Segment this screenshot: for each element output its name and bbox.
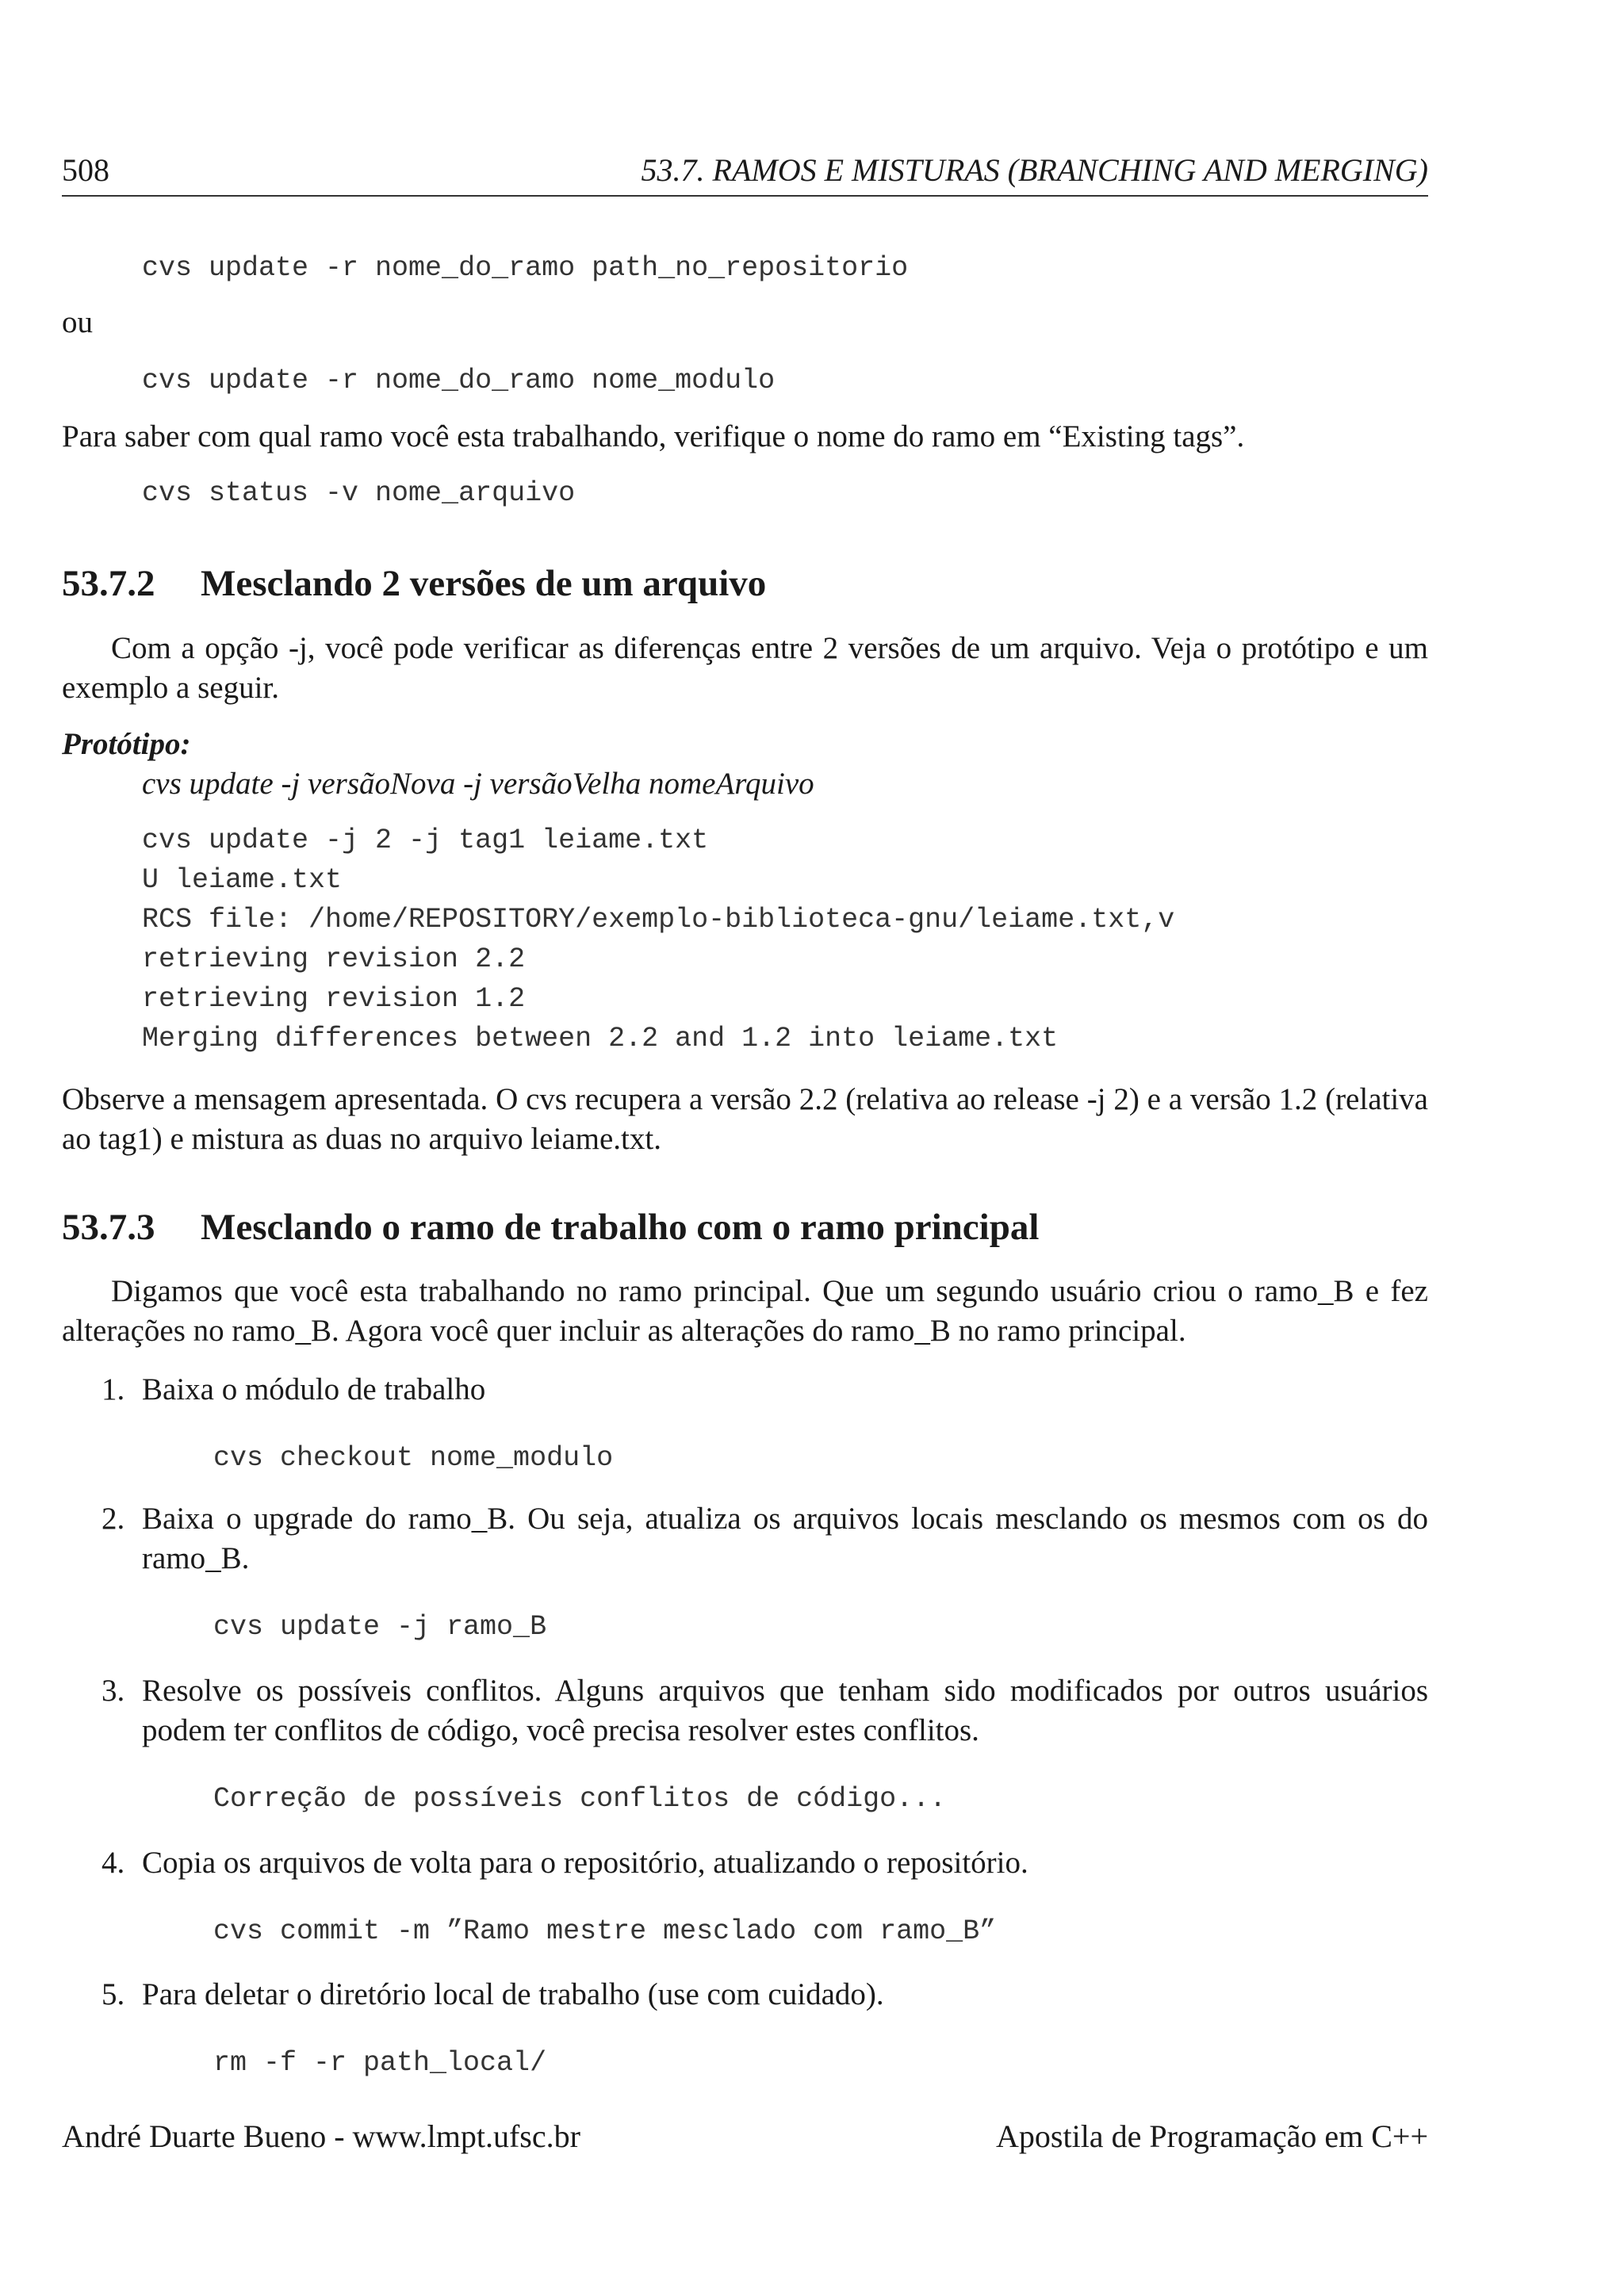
code-update-path: cvs update -r nome_do_ramo path_no_repositorio — [142, 252, 909, 284]
list-text: Copia os arquivos de volta para o repositório, atualizando o repositório. — [142, 1846, 1028, 1880]
list-number: 1. — [102, 1372, 125, 1406]
list-text: Baixa o upgrade do ramo_B. Ou seja, atualiza os arquivos locais mesclando os mesmos com os do ramo_B. — [142, 1502, 1428, 1575]
code-line: retrieving revision 2.2 — [142, 943, 526, 975]
text-which-branch: Para saber com qual ramo você esta trabalhando, verifique o nome do ramo em “Existing tags”. — [62, 419, 1245, 453]
code-line: Merging differences between 2.2 and 1.2 into leiame.txt — [142, 1023, 1059, 1054]
list-code: rm -f -r path_local/ — [213, 2047, 547, 2079]
code-block-merge — [142, 821, 1174, 1058]
text-ou: ou — [62, 305, 93, 339]
document-page — [62, 0, 1428, 2296]
code-status: cvs status -v nome_arquivo — [142, 477, 576, 509]
list-number: 5. — [102, 1977, 125, 2011]
paragraph-intro-733: Digamos que você esta trabalhando no ramo principal. Que um segundo usuário criou o ramo_B e fez alterações no ramo_B. Agora você quer incluir as alterações do ramo_B no ramo principal. — [62, 1274, 1428, 1348]
section-title: Mesclando o ramo de trabalho com o ramo principal — [201, 1207, 1040, 1248]
list-code: Correção de possíveis conflitos de código... — [213, 1783, 947, 1815]
code-update-module: cvs update -r nome_do_ramo nome_modulo — [142, 365, 776, 396]
page-number: 508 — [62, 152, 109, 188]
list-code: cvs commit -m ”Ramo mestre mesclado com ramo_B” — [213, 1915, 997, 1947]
section-number: 53.7.2 — [62, 563, 155, 604]
paragraph-intro-732: Com a opção -j, você pode verificar as diferenças entre 2 versões de um arquivo. Veja o protótipo e um exemplo a seguir. — [62, 631, 1428, 705]
list-code: cvs update -j ramo_B — [213, 1611, 547, 1643]
list-number: 3. — [102, 1674, 125, 1708]
code-line: U leiame.txt — [142, 864, 343, 896]
list-number: 2. — [102, 1502, 125, 1536]
list-code: cvs checkout nome_modulo — [213, 1442, 614, 1474]
paragraph-observation: Observe a mensagem apresentada. O cvs recupera a versão 2.2 (relativa ao release -j 2) e a versão 1.2 (relativa ao tag1) e mistura as duas no arquivo leiame.txt. — [62, 1082, 1428, 1156]
list-text: Para deletar o diretório local de trabalho (use com cuidado). — [142, 1977, 884, 2011]
section-heading-53-7-2 — [62, 560, 766, 607]
code-line: RCS file: /home/REPOSITORY/exemplo-biblioteca-gnu/leiame.txt,v — [142, 904, 1175, 936]
footer-author: André Duarte Bueno - www.lmpt.ufsc.br — [62, 2118, 580, 2154]
prototype-signature: cvs update -j versãoNova -j versãoVelha nomeArquivo — [142, 767, 814, 801]
list-text: Baixa o módulo de trabalho — [142, 1372, 486, 1406]
code-line: cvs update -j 2 -j tag1 leiame.txt — [142, 825, 709, 856]
list-number: 4. — [102, 1846, 125, 1880]
section-number: 53.7.3 — [62, 1207, 155, 1248]
section-heading-53-7-3 — [62, 1203, 1039, 1251]
code-line: retrieving revision 1.2 — [142, 983, 526, 1015]
footer-book-title: Apostila de Programação em C++ — [996, 2118, 1428, 2154]
prototype-label: Protótipo: — [62, 727, 191, 761]
header-rule — [62, 195, 1428, 197]
section-title: Mesclando 2 versões de um arquivo — [201, 563, 767, 604]
running-title: 53.7. RAMOS E MISTURAS (BRANCHING AND MERGING) — [641, 152, 1428, 188]
list-text: Resolve os possíveis conflitos. Alguns arquivos que tenham sido modificados por outros usuários podem ter conflitos de código, você precisa resolver estes conflitos. — [142, 1674, 1428, 1747]
